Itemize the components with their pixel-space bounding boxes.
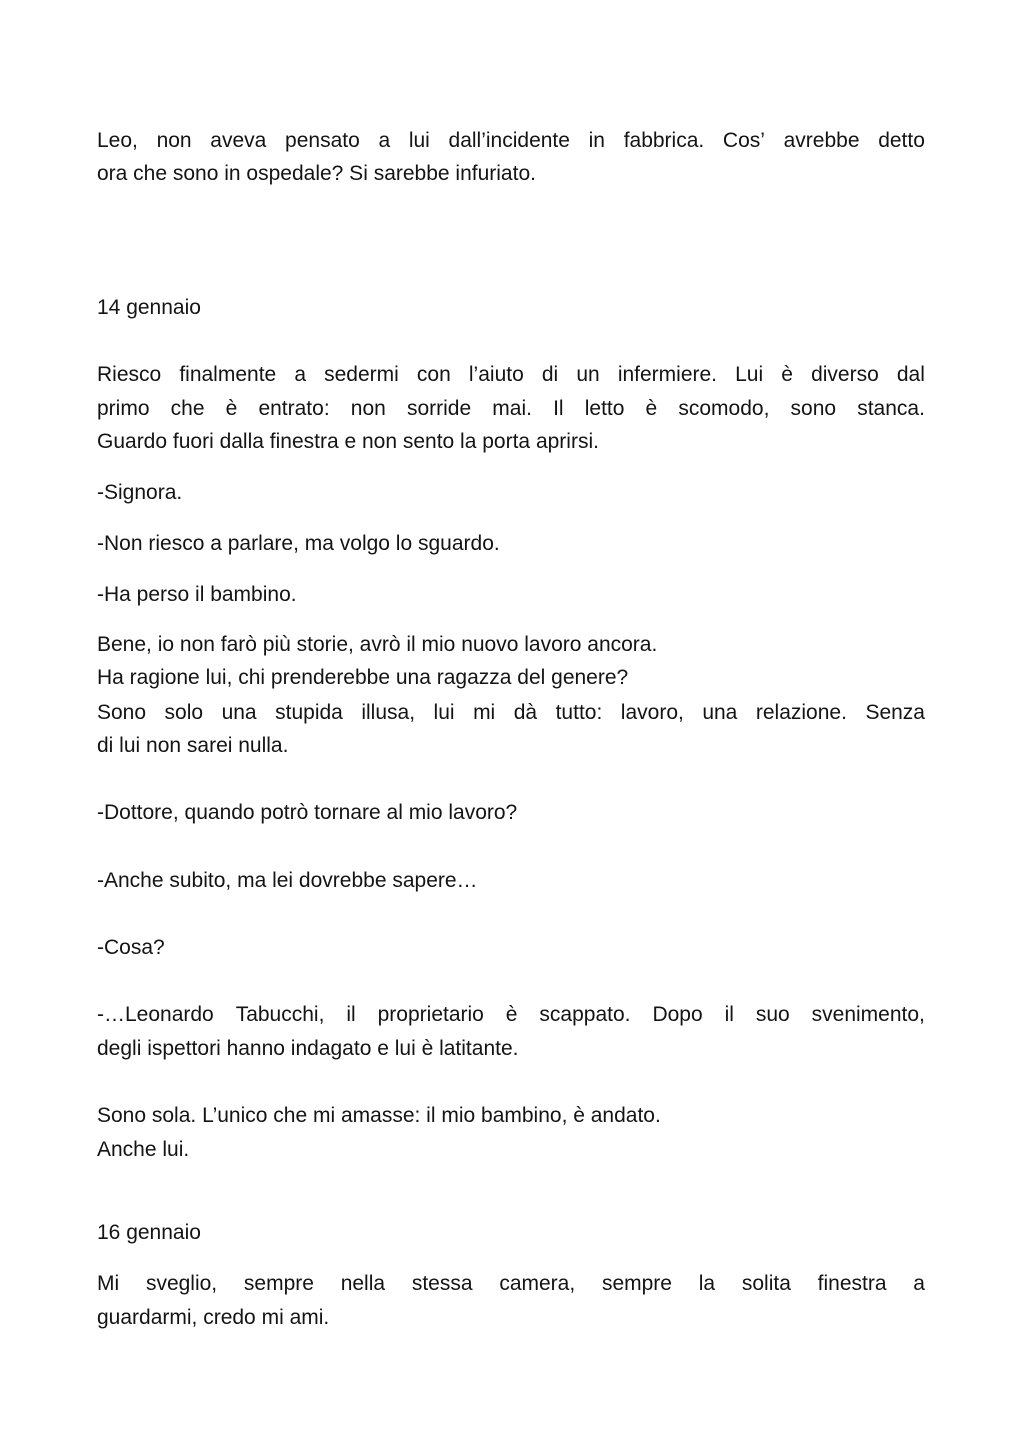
paragraph-line: Sono sola. L’unico che mi amasse: il mio bambino, è andato.	[97, 1104, 661, 1127]
dialogue-line: -Signora.	[97, 481, 183, 504]
dialogue-line: -Ha perso il bambino.	[97, 583, 297, 606]
paragraph-line: Mi sveglio, sempre nella stessa camera, sempre la solita finestra a	[97, 1272, 925, 1295]
dialogue-line: -Cosa?	[97, 936, 165, 959]
paragraph-line: Bene, io non farò più storie, avrò il mio nuovo lavoro ancora.	[97, 633, 658, 656]
paragraph-line: di lui non sarei nulla.	[97, 734, 289, 757]
paragraph-line: Ha ragione lui, chi prenderebbe una ragazza del genere?	[97, 666, 629, 689]
paragraph-line: guardarmi, credo mi ami.	[97, 1306, 330, 1329]
dialogue-line: -Dottore, quando potrò tornare al mio lavoro?	[97, 801, 518, 824]
date-heading: 16 gennaio	[97, 1221, 201, 1244]
paragraph-line: Leo, non aveva pensato a lui dall’incidente in fabbrica. Cos’ avrebbe detto	[97, 129, 925, 152]
paragraph-line: Guardo fuori dalla finestra e non sento la porta aprirsi.	[97, 430, 599, 453]
paragraph-line: degli ispettori hanno indagato e lui è latitante.	[97, 1037, 519, 1060]
paragraph-line: Sono solo una stupida illusa, lui mi dà tutto: lavoro, una relazione. Senza	[97, 701, 925, 724]
dialogue-line: -Anche subito, ma lei dovrebbe sapere…	[97, 869, 478, 892]
paragraph-line: -…Leonardo Tabucchi, il proprietario è scappato. Dopo il suo svenimento,	[97, 1003, 925, 1026]
paragraph-line: ora che sono in ospedale? Si sarebbe infuriato.	[97, 162, 536, 185]
paragraph-line: Riesco finalmente a sedermi con l’aiuto di un infermiere. Lui è diverso dal	[97, 363, 925, 386]
date-heading: 14 gennaio	[97, 296, 201, 319]
paragraph-line: primo che è entrato: non sorride mai. Il letto è scomodo, sono stanca.	[97, 397, 925, 420]
dialogue-line: -Non riesco a parlare, ma volgo lo sguardo.	[97, 532, 500, 555]
paragraph-line: Anche lui.	[97, 1138, 190, 1161]
